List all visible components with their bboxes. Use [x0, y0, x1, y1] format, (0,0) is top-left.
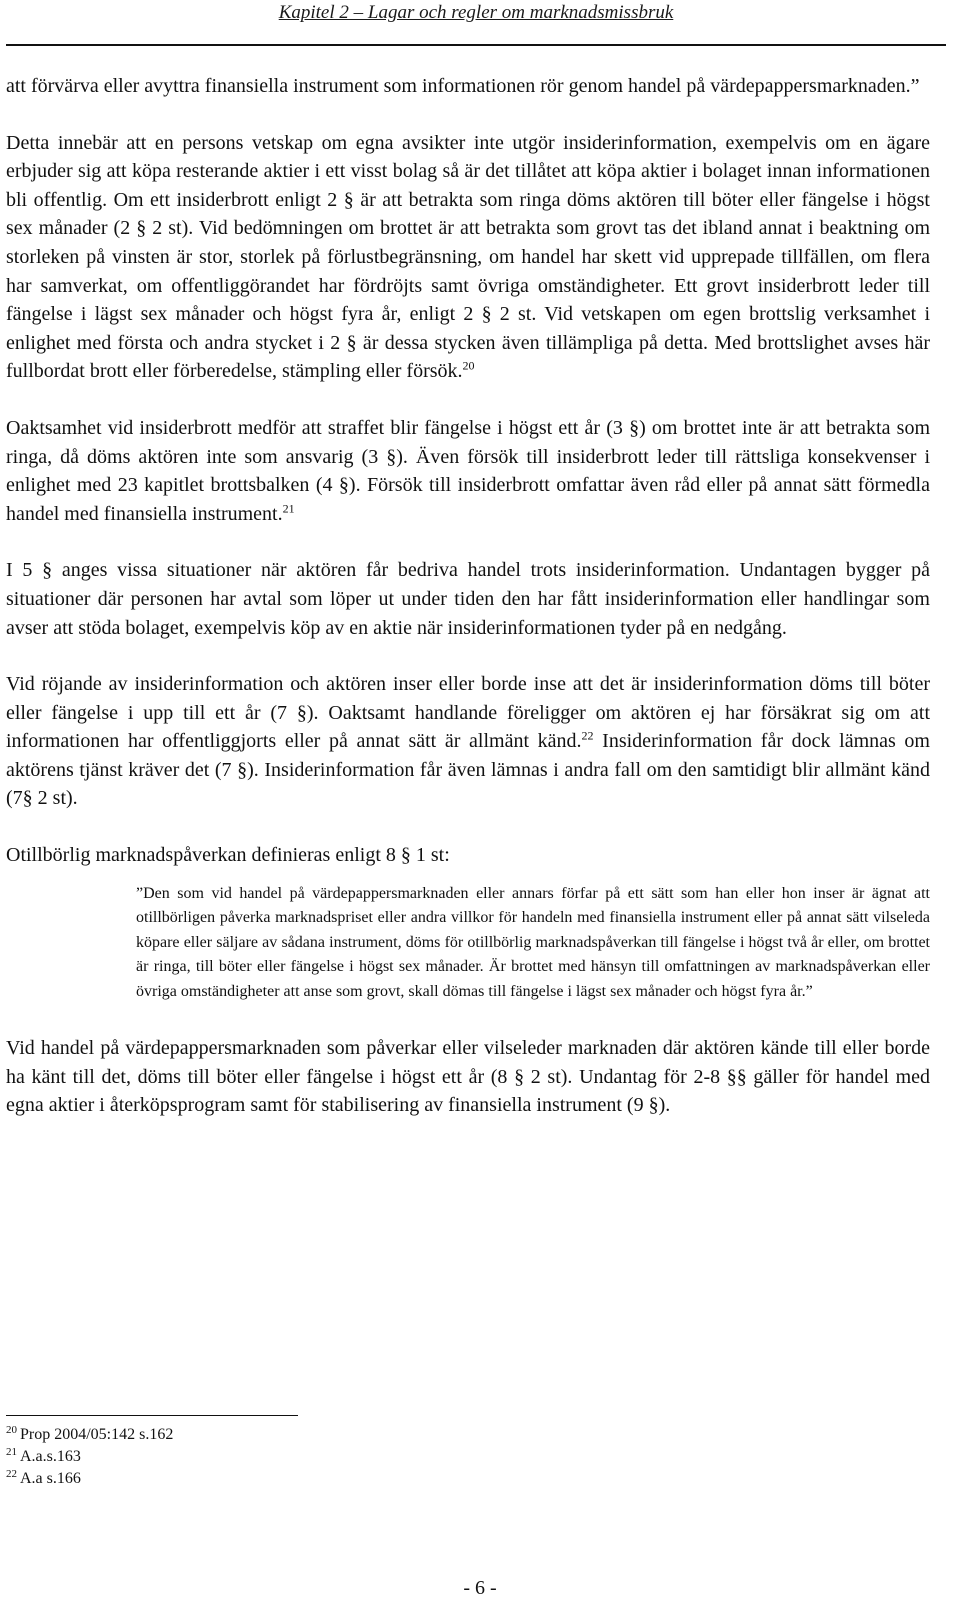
- paragraph-text: Detta innebär att en persons vetskap om egna avsikter inte utgör insiderinformation, exempelvis om en ägare erbjuder sig att köpa resterande aktier i ett visst bolag så är det tillåtet att köpa aktier i bolaget innan informationen bli offentlig. Om ett insiderbrott enligt 2 § är att betrakta som ringa döms aktören till böter eller fängelse i högst sex månader (2 § 2 st). Vid bedömningen om brottet är att betrakta som grovt tas det ibland annat i beaktning om storleken på vinsten är stor, storlek på förlustbegränsning, om handel har skett vid upprepade tillfällen, om flera har samverkat, om offentliggörandet har fördröjts samt övriga omständigheter. Ett grovt insiderbrott leder till fängelse i lägst sex månader och högst fyra år, enligt 2 § 2 st. Vid vetskapen om egen brottslig verksamhet i enlighet med första och andra stycket i 2 § är dessa stycken även tillämpliga på detta. Med brottslighet avses här fullbordat brott eller förberedelse, stämpling eller försök.: [6, 131, 930, 383]
- paragraph-text: Oaktsamhet vid insiderbrott medför att straffet blir fängelse i högst ett år (3 §) om brottet inte är att betrakta som ringa, då döms aktören inte som ansvarig (3 §). Även försök till insiderbrott leder till rättsliga konsekvenser i enlighet med 23 kapitlet brottsbalken (4 §). Försök till insiderbrott omfattar även råd eller på annat sätt förmedla handel med finansiella instrument.: [6, 416, 930, 525]
- footnote-text: A.a s.166: [20, 1470, 81, 1487]
- footnote-number: 22: [6, 1467, 17, 1480]
- statute-quote: ”Den som vid handel på värdepappersmarknaden eller annars förfar på ett sätt som han eller hon inser är ägnat att otillbörligen påverka marknadspriset eller andra villkor för handeln med finansiella instrument eller på annat sätt vilseleda köpare eller säljare av sådana instrument, döms för otillbörlig marknadspåverkan till fängelse i högst två år eller, om brottet är ringa, till böter eller fängelse i högst sex månader. Är brottet med hänsyn till omfattningen av marknadspåverkan eller övriga omständigheter att anse som grovt, skall dömas till fängelse i lägst sex månader och högst fyra år.”: [136, 884, 930, 1000]
- page-number: - 6 -: [463, 1577, 497, 1599]
- paragraph-market-manipulation-intro: Otillbörlig marknadspåverkan definieras enligt 8 § 1 st:: [6, 844, 450, 867]
- footnote-number: 20: [6, 1423, 17, 1436]
- paragraph-text-continued: Insiderinformation får dock lämnas om aktörens tjänst kräver det (7 §). Insiderinformation får även lämnas i andra fall om den samtidigt blir allmänt känd (7§ 2 st).: [6, 730, 930, 810]
- paragraph-quote-continuation: att förvärva eller avyttra finansiella instrument som informationen rör genom handel på värdepappersmarknaden.”: [6, 75, 920, 97]
- running-header: Kapitel 2 – Lagar och regler om marknadsmissbruk: [278, 2, 674, 23]
- paragraph-text: Vid röjande av insiderinformation och aktören inser eller borde inse att det är insiderinformation döms till böter eller fängelse i upp till ett år (7 §). Oaktsamt handlande föreligger om aktören ej har försäkrat sig om att informationen har offentliggjorts eller på annat sätt är allmänt känd.: [6, 673, 930, 753]
- footnote-22: [6, 1468, 606, 1490]
- paragraph-disclosure: [6, 670, 930, 813]
- footnote-separator: [6, 1415, 298, 1416]
- footnote-text: Prop 2004/05:142 s.162: [20, 1426, 174, 1443]
- footnote-ref-21[interactable]: 21: [282, 501, 295, 516]
- paragraph-negligence: [6, 414, 930, 528]
- paragraph-trading-influence: Vid handel på värdepappersmarknaden som påverkar eller vilseleder marknaden där aktören kände till eller borde ha känt till det, döms till böter eller fängelse i högst ett år (8 § 2 st). Undantag för 2-8 §§ gäller för handel med egna aktier i återköpsprogram samt för stabilisering av finansiella instrument (9 §).: [6, 1037, 930, 1117]
- body-text: [6, 72, 930, 1148]
- footnote-ref-20[interactable]: 20: [462, 358, 475, 373]
- footnote-text: A.a.s.163: [20, 1448, 81, 1465]
- footnotes: [6, 1424, 606, 1490]
- footnote-21: [6, 1446, 606, 1468]
- paragraph-insider-intent: [6, 129, 930, 386]
- footnote-20: [6, 1424, 606, 1446]
- paragraph-exceptions: I 5 § anges vissa situationer när aktören får bedriva handel trots insiderinformation. Undantagen bygger på situationer där personen har avtal som löper ut under tiden den har fått insiderinformation eller handlingar som avser att stöda bolaget, exempelvis köp av en aktie när insiderinformationen tyder på en nedgång.: [6, 559, 930, 639]
- header-rule: [6, 44, 946, 46]
- footnote-ref-22[interactable]: 22: [581, 728, 594, 743]
- footnote-number: 21: [6, 1445, 17, 1458]
